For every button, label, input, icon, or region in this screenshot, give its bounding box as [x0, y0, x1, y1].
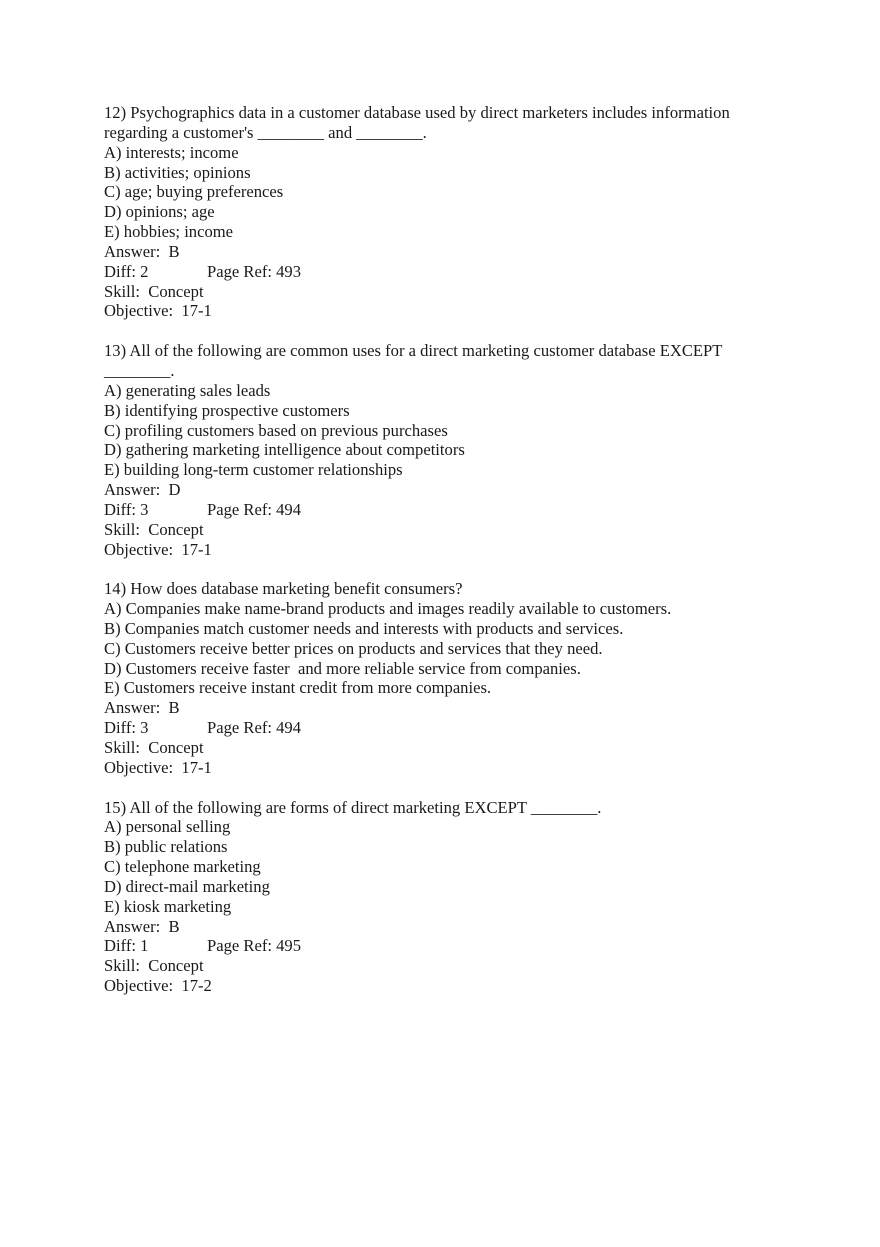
page-ref: Page Ref: 493 — [207, 261, 302, 281]
option-d: D) Customers receive faster and more reliable service from companies. — [104, 658, 581, 678]
option-d: D) gathering marketing intelligence about competitors — [104, 440, 465, 460]
option-a: A) Companies make name-brand products and images readily available to customers. — [104, 599, 672, 619]
skill: Skill: Concept — [104, 519, 204, 539]
question-stem: 12) Psychographics data in a customer database used by direct marketers includes information — [104, 103, 730, 122]
difficulty: Diff: 1 — [104, 936, 149, 956]
diff-pageref-row — [104, 262, 804, 282]
page-ref: Page Ref: 495 — [207, 936, 302, 956]
objective: Objective: 17-1 — [104, 301, 212, 321]
difficulty: Diff: 2 — [104, 261, 149, 281]
option-b: B) Companies match customer needs and interests with products and services. — [104, 618, 624, 638]
question-stem: 14) How does database marketing benefit consumers? — [104, 579, 463, 599]
objective: Objective: 17-2 — [104, 976, 212, 996]
objective: Objective: 17-1 — [104, 539, 212, 559]
option-b: B) public relations — [104, 837, 228, 857]
option-e: E) building long-term customer relationships — [104, 460, 403, 480]
difficulty: Diff: 3 — [104, 499, 149, 519]
skill: Skill: Concept — [104, 281, 204, 301]
question-stem: 13) All of the following are common uses for a direct marketing customer database EXCEPT — [104, 341, 723, 361]
question-stem-continued: ________. — [104, 360, 175, 380]
option-b: B) identifying prospective customers — [104, 400, 350, 420]
option-c: C) age; buying preferences — [104, 182, 284, 202]
option-e: E) Customers receive instant credit from more companies. — [104, 678, 492, 698]
option-c: C) telephone marketing — [104, 857, 261, 877]
question-15 — [104, 798, 804, 996]
option-e: E) hobbies; income — [104, 222, 234, 242]
question-12 — [104, 103, 804, 321]
option-a: A) interests; income — [104, 142, 239, 162]
question-stem: 15) All of the following are forms of direct marketing EXCEPT ________. — [104, 797, 602, 817]
option-a: A) generating sales leads — [104, 380, 271, 400]
question-13 — [104, 341, 804, 559]
option-c: C) Customers receive better prices on products and services that they need. — [104, 638, 603, 658]
question-stem-continued: regarding a customer's ________ and ________. — [104, 122, 427, 142]
diff-pageref-row — [104, 936, 804, 956]
document-page — [104, 103, 804, 1016]
page-ref: Page Ref: 494 — [207, 499, 302, 519]
diff-pageref-row — [104, 500, 804, 520]
answer: Answer: B — [104, 698, 180, 718]
option-a: A) personal selling — [104, 817, 231, 837]
question-14 — [104, 579, 804, 777]
difficulty: Diff: 3 — [104, 718, 149, 738]
diff-pageref-row — [104, 718, 804, 738]
option-d: D) opinions; age — [104, 202, 215, 222]
page-ref: Page Ref: 494 — [207, 718, 302, 738]
answer: Answer: B — [104, 241, 180, 261]
answer: Answer: D — [104, 480, 181, 500]
objective: Objective: 17-1 — [104, 757, 212, 777]
option-b: B) activities; opinions — [104, 162, 251, 182]
option-c: C) profiling customers based on previous purchases — [104, 420, 448, 440]
option-e: E) kiosk marketing — [104, 896, 232, 916]
option-d: D) direct-mail marketing — [104, 876, 270, 896]
skill: Skill: Concept — [104, 956, 204, 976]
answer: Answer: B — [104, 916, 180, 936]
skill: Skill: Concept — [104, 738, 204, 757]
